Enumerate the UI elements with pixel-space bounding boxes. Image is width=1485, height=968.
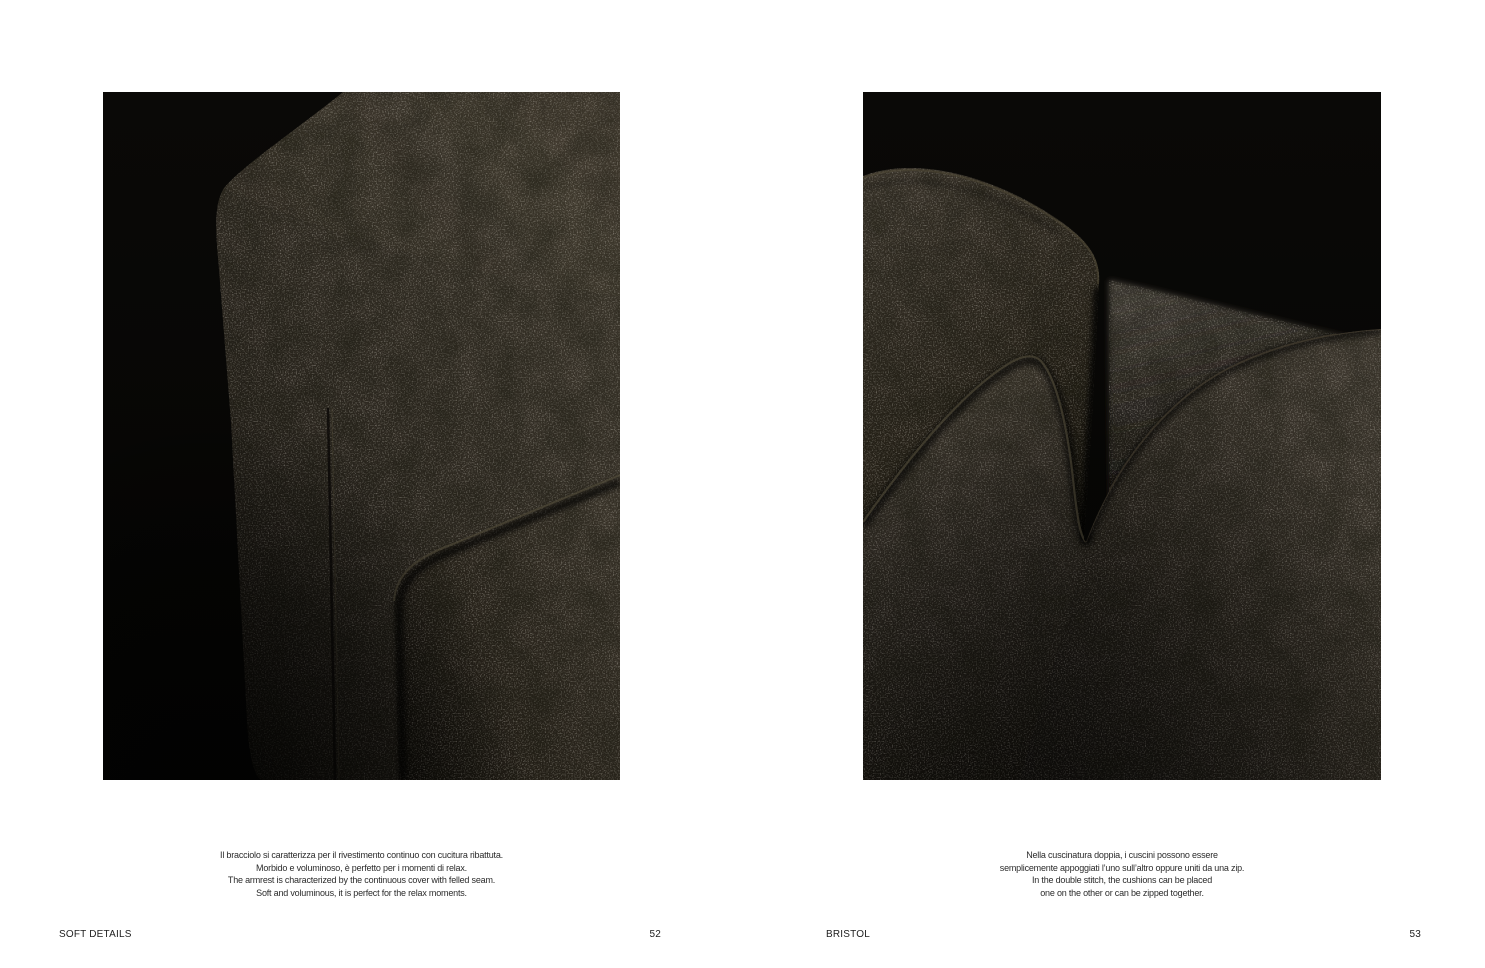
caption-line: one on the other or can be zipped together. [1040, 887, 1204, 898]
caption-line: The armrest is characterized by the continuous cover with felled seam. [227, 875, 496, 885]
armrest-photo-svg [103, 92, 620, 780]
caption-line: Soft and voluminous, it is perfect for the relax moments. [256, 887, 467, 898]
bottom-vignette [863, 92, 1381, 780]
caption-line: Nella cuscinatura doppia, i cuscini possono essere [1026, 850, 1218, 860]
left-caption [103, 849, 620, 899]
caption-line: In the double stitch, the cushions can be placed [1031, 875, 1213, 885]
caption-line: Morbido e voluminoso, è perfetto per i momenti di relax. [256, 862, 467, 873]
left-footer-title: SOFT DETAILS [59, 929, 132, 940]
caption-line: semplicemente appoggiati l’uno sull’altro oppure uniti da una zip. [999, 862, 1245, 873]
right-page-number: 53 [1409, 929, 1421, 940]
armrest-detail-photo [103, 92, 620, 780]
left-page-number: 52 [649, 929, 661, 940]
bottom-left-vignette [103, 92, 620, 780]
cushion-photo-svg [863, 92, 1381, 780]
right-footer-title: BRISTOL [826, 929, 871, 940]
cushion-detail-photo [863, 92, 1381, 780]
right-caption [863, 849, 1381, 899]
caption-line: Il bracciolo si caratterizza per il rivestimento continuo con cucitura ribattuta. [220, 850, 503, 860]
